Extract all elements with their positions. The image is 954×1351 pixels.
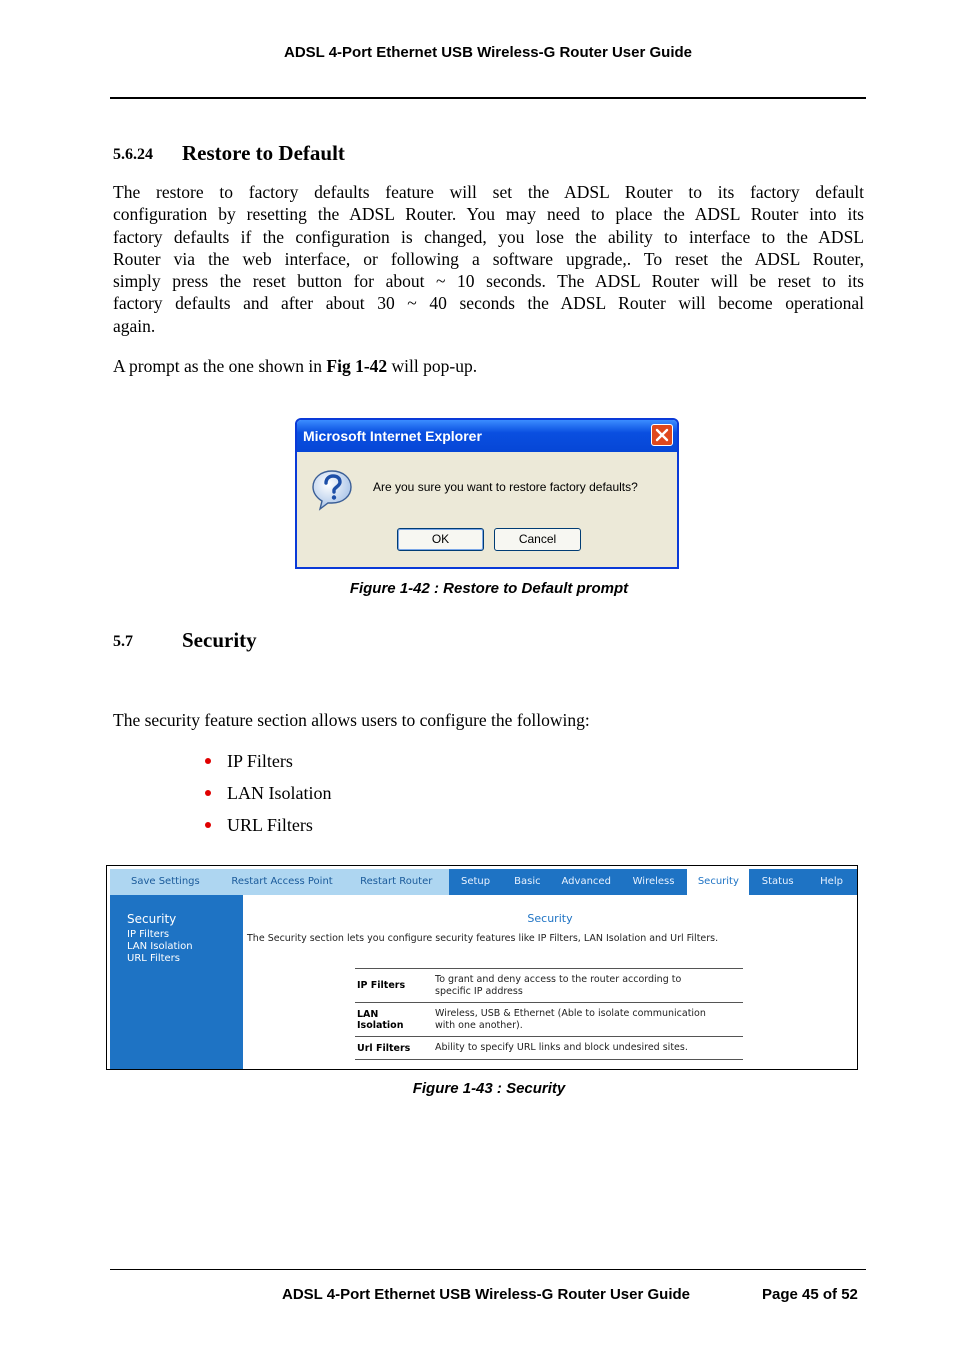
paragraph-line: factory defaults and after about 30 ~ 40 seconds the ADSL Router will become operational [113,293,864,314]
row-description: Ability to specify URL links and block undesired sites. [435,1042,688,1053]
paragraph-line: simply press the reset button for about ~ 10 seconds. The ADSL Router will be reset to its [113,271,864,292]
dialog-title: Microsoft Internet Explorer [303,428,482,444]
list-item-label: IP Filters [227,751,293,771]
security-feature-list [205,748,331,844]
router-security-screenshot [106,865,858,1070]
figure-reference: Fig 1-42 [326,356,388,376]
router-sidebar [110,895,243,1069]
header-rule [110,97,866,99]
row-description [435,1008,706,1032]
dialog-message: Are you sure you want to restore factory defaults? [373,480,638,494]
question-icon [311,468,355,517]
sidebar-title: Security [127,912,177,926]
paragraph-line: Router via the web interface, or following a software upgrade,. To reset the ADSL Router, [113,248,864,269]
sidebar-item-lan-isolation[interactable]: LAN Isolation [127,941,193,952]
prompt-paragraph [113,355,864,377]
row-description-line: with one another). [435,1020,523,1031]
ok-button[interactable]: OK [397,528,484,551]
list-item-label: LAN Isolation [227,783,332,803]
paragraph-line: The restore to factory defaults feature will set the ADSL Router to its factory default [113,182,864,202]
prompt-text: A prompt as the one shown in [113,356,327,376]
page-header: ADSL 4-Port Ethernet USB Wireless-G Router User Guide [283,44,692,61]
footer-rule [110,1269,866,1270]
paragraph-line: factory defaults if the configuration is changed, you lose the ability to interface to the ADSL [113,226,864,247]
content-description: The Security section lets you configure security features like IP Filters, LAN Isolation and Url Filters. [247,933,719,944]
section-title: Restore to Default [182,141,345,165]
bullet-icon [205,758,211,764]
nav-status[interactable]: Status [749,869,806,895]
section-title: Security [182,628,257,652]
security-intro: The security feature section allows users to configure the following: [113,710,590,730]
footer-title: ADSL 4-Port Ethernet USB Wireless-G Router User Guide [282,1286,691,1303]
row-name-line: LAN [357,1009,379,1020]
list-item-label: URL Filters [227,815,313,835]
row-description [435,974,681,998]
dialog-titlebar [297,420,677,452]
list-item [205,780,331,812]
row-description-line: Wireless, USB & Ethernet (Able to isolate communication [435,1008,706,1019]
prompt-text: will pop-up. [387,356,478,376]
router-nav-bar [110,869,857,895]
nav-restart-access-point[interactable]: Restart Access Point [221,869,344,895]
list-item [205,748,331,780]
paragraph-line: again. [113,315,156,336]
figure-caption: Figure 1-42 : Restore to Default prompt [349,580,629,597]
figure-caption: Figure 1-43 : Security [412,1080,566,1097]
bullet-icon [205,822,211,828]
row-name: Url Filters [357,1043,411,1054]
row-name: IP Filters [357,980,406,991]
nav-security[interactable]: Security [687,869,749,895]
row-description-line: To grant and deny access to the router according to [435,974,682,985]
nav-restart-router[interactable]: Restart Router [343,869,449,895]
nav-advanced[interactable]: Advanced [553,869,620,895]
sidebar-item-ip-filters[interactable]: IP Filters [127,929,170,940]
row-name-line: Isolation [357,1020,404,1031]
section-number: 5.6.24 [113,146,153,163]
table-row [355,1036,743,1060]
nav-basic[interactable]: Basic [502,869,553,895]
list-item [205,812,331,844]
nav-save-settings[interactable]: Save Settings [110,869,221,895]
nav-wireless[interactable]: Wireless [620,869,688,895]
paragraph-line: configuration by resetting the ADSL Router. You may need to place the ADSL Router into its [113,204,864,225]
table-row [355,968,743,1002]
row-name [357,1009,403,1031]
bullet-icon [205,790,211,796]
close-icon[interactable] [651,424,673,446]
content-title: Security [527,912,573,925]
nav-help[interactable]: Help [806,869,857,895]
confirm-dialog [295,418,679,569]
restore-paragraph [113,181,864,337]
row-description-line: specific IP address [435,986,523,997]
section-number: 5.7 [113,633,133,650]
sidebar-item-url-filters[interactable]: URL Filters [127,953,180,964]
security-features-table [355,968,743,1060]
table-row [355,1002,743,1036]
page-number: Page 45 of 52 [762,1286,858,1303]
cancel-button[interactable]: Cancel [494,528,581,551]
nav-setup[interactable]: Setup [449,869,502,895]
